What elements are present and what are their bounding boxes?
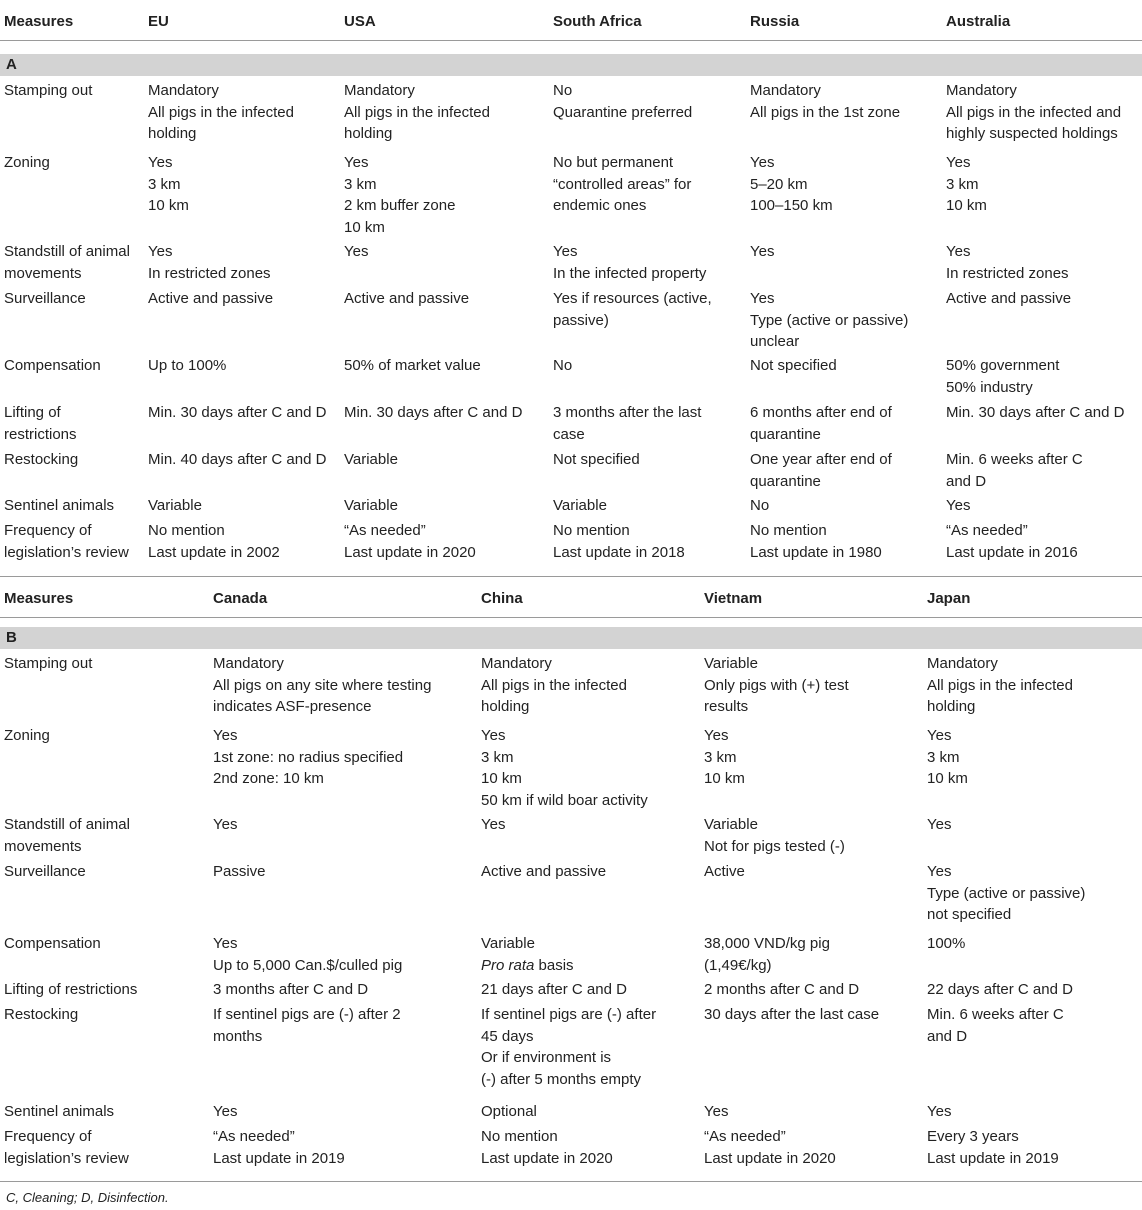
table-cell bbox=[481, 814, 505, 836]
measure-label-line: Sentinel animals bbox=[4, 497, 115, 514]
table-cell bbox=[704, 725, 745, 790]
table-cell bbox=[704, 933, 830, 976]
cell-text-line: Active and passive bbox=[148, 290, 274, 307]
table-cell bbox=[553, 355, 572, 377]
cell-text-line: holding bbox=[481, 698, 530, 715]
cell-text-line: Yes bbox=[148, 154, 173, 171]
cell-text-line: Yes bbox=[704, 1103, 729, 1120]
cell-text-line: Min. 6 weeks after C bbox=[927, 1006, 1064, 1023]
measure-cell bbox=[4, 402, 77, 445]
table-cell bbox=[927, 933, 965, 955]
cell-text-line: Only pigs with (+) test bbox=[704, 676, 849, 694]
table-cell bbox=[553, 152, 691, 217]
cell-text-line: Quarantine preferred bbox=[553, 103, 693, 121]
table-b-section-label: B bbox=[6, 629, 17, 646]
cell-text-line: 6 months after end of bbox=[750, 404, 892, 421]
measure-label-line: legislation’s review bbox=[4, 1149, 129, 1167]
table-cell bbox=[946, 520, 1078, 563]
table-cell bbox=[553, 80, 692, 123]
table-cell bbox=[553, 449, 640, 471]
table-cell bbox=[148, 402, 326, 424]
measure-label-line: legislation’s review bbox=[4, 543, 129, 561]
cell-text-line: holding bbox=[344, 125, 393, 142]
cell-text-line: Yes bbox=[213, 727, 238, 744]
cell-text-line: No bbox=[553, 357, 573, 374]
cell-text-line: 2 months after C and D bbox=[704, 981, 860, 998]
cell-text-line: Variable bbox=[148, 497, 202, 514]
cell-text-line: 30 days after the last case bbox=[704, 1006, 880, 1023]
cell-text-line: Last update in 2020 bbox=[704, 1149, 836, 1167]
measure-label-line: Restocking bbox=[4, 1006, 79, 1023]
table-cell bbox=[704, 653, 849, 718]
cell-text-line: Type (active or passive) bbox=[750, 311, 909, 329]
cell-text-line: 45 days bbox=[481, 1027, 534, 1045]
measure-cell bbox=[4, 80, 92, 102]
table-cell bbox=[344, 355, 481, 377]
cell-text-line: All pigs in the infected bbox=[927, 676, 1073, 694]
measure-label-line: Lifting of bbox=[4, 404, 61, 421]
table-cell bbox=[927, 653, 1073, 718]
cell-text-line: Or if environment is bbox=[481, 1049, 612, 1066]
cell-text-line: One year after end of bbox=[750, 451, 892, 468]
table-cell bbox=[213, 653, 431, 718]
table-cell bbox=[481, 653, 627, 718]
table-cell bbox=[213, 1126, 345, 1169]
cell-text-line: All pigs in the infected bbox=[148, 103, 294, 121]
cell-text-line: 10 km bbox=[927, 770, 968, 787]
cell-text-line: 50 km if wild boar activity bbox=[481, 791, 648, 809]
cell-text-line: No bbox=[553, 82, 573, 99]
measure-label-line: Zoning bbox=[4, 727, 50, 744]
cell-text-line: Last update in 2020 bbox=[344, 543, 476, 561]
cell-text-line: 1st zone: no radius specified bbox=[213, 748, 404, 766]
measure-label-line: Stamping out bbox=[4, 82, 93, 99]
cell-text-line: All pigs in the infected bbox=[481, 676, 627, 694]
cell-text-line: Variable bbox=[704, 816, 758, 833]
cell-text-line: 3 km bbox=[481, 748, 514, 766]
table-cell bbox=[704, 1126, 836, 1169]
cell-text-line: All pigs in the infected and bbox=[946, 103, 1122, 121]
cell-text-line: Active and passive bbox=[946, 290, 1072, 307]
table-cell bbox=[148, 152, 189, 217]
measure-cell bbox=[4, 495, 114, 517]
cell-text-line: quarantine bbox=[750, 425, 821, 443]
cell-text-line: Up to 100% bbox=[148, 357, 227, 374]
measure-cell bbox=[4, 152, 50, 174]
cell-text-line: 10 km bbox=[148, 197, 189, 214]
table-cell bbox=[213, 814, 237, 836]
table-cell bbox=[481, 861, 606, 883]
cell-text-line: Yes bbox=[946, 243, 971, 260]
cell-text-line: (-) after 5 months empty bbox=[481, 1070, 642, 1088]
cell-text-line: Min. 30 days after C and D bbox=[946, 404, 1125, 421]
table-cell bbox=[553, 241, 706, 284]
cell-text-line: Up to 5,000 Can.$/culled pig bbox=[213, 956, 403, 974]
table-cell bbox=[704, 979, 859, 1001]
table-cell bbox=[481, 979, 627, 1001]
table-cell bbox=[213, 1101, 237, 1123]
table-cell bbox=[750, 355, 837, 377]
table-cell bbox=[750, 152, 833, 217]
cell-text-line: unclear bbox=[750, 333, 800, 350]
cell-text-line: Not specified bbox=[750, 357, 837, 374]
table-cell bbox=[946, 80, 1121, 145]
table-a-header-russia: Russia bbox=[750, 13, 800, 30]
table-cell bbox=[946, 495, 970, 517]
table-a-header-row bbox=[0, 0, 1142, 41]
table-cell bbox=[704, 861, 745, 883]
measure-cell bbox=[4, 814, 130, 857]
measure-cell bbox=[4, 1004, 78, 1026]
table-cell bbox=[148, 449, 326, 471]
cell-text-line: 3 months after the last bbox=[553, 404, 702, 421]
cell-text-line: Mandatory bbox=[344, 82, 415, 99]
table-cell bbox=[344, 288, 469, 310]
cell-text-line: Variable bbox=[344, 451, 398, 468]
cell-text-line: Variable bbox=[344, 497, 398, 514]
cell-text-line: “As needed” bbox=[946, 522, 1028, 539]
cell-text-line: If sentinel pigs are (-) after bbox=[481, 1006, 657, 1023]
cell-text-line: quarantine bbox=[750, 472, 821, 490]
cell-text-line: Yes bbox=[344, 154, 369, 171]
cell-text-line: and D bbox=[927, 1027, 968, 1045]
cell-text-line: Variable bbox=[481, 935, 535, 952]
table-cell bbox=[213, 861, 266, 883]
measure-cell bbox=[4, 288, 86, 310]
cell-text-line: and D bbox=[946, 472, 987, 490]
measure-label-line: Sentinel animals bbox=[4, 1103, 115, 1120]
cell-text-line: Not specified bbox=[553, 451, 640, 468]
table-cell bbox=[946, 152, 987, 217]
cell-text-line: Pro rata basis bbox=[481, 956, 574, 974]
cell-text-line: Yes bbox=[213, 816, 238, 833]
cell-text-line: 21 days after C and D bbox=[481, 981, 627, 998]
cell-text-line: Last update in 1980 bbox=[750, 543, 882, 561]
table-cell bbox=[927, 1126, 1059, 1169]
pro-rata-emphasis: Pro rata bbox=[481, 956, 535, 974]
cell-text-line: In restricted zones bbox=[148, 264, 271, 282]
cell-text-line: Mandatory bbox=[946, 82, 1017, 99]
cell-text-line: Not for pigs tested (-) bbox=[704, 837, 845, 855]
cell-text-line: 10 km bbox=[946, 197, 987, 214]
cell-text-line: highly suspected holdings bbox=[946, 125, 1118, 142]
cell-text-line: “As needed” bbox=[704, 1128, 786, 1145]
cell-text-line: No mention bbox=[148, 522, 225, 539]
cell-text-line: 10 km bbox=[704, 770, 745, 787]
table-cell bbox=[148, 355, 226, 377]
cell-text-line: In the infected property bbox=[553, 264, 707, 282]
measure-label-line: Standstill of animal bbox=[4, 816, 130, 833]
table-cell bbox=[481, 933, 574, 976]
cell-text-line: Yes bbox=[946, 154, 971, 171]
cell-text-line: In restricted zones bbox=[946, 264, 1069, 282]
cell-text-line: No mention bbox=[553, 522, 630, 539]
table-cell bbox=[946, 241, 1069, 284]
table-b-header-japan: Japan bbox=[927, 590, 971, 607]
table-b-header-measures: Measures bbox=[4, 590, 74, 607]
cell-text-line: Mandatory bbox=[927, 655, 998, 672]
table-cell bbox=[750, 241, 774, 263]
cell-text-line: Yes bbox=[148, 243, 173, 260]
measure-label-line: Compensation bbox=[4, 357, 101, 374]
measure-cell bbox=[4, 979, 137, 1001]
cell-text-line: Last update in 2002 bbox=[148, 543, 280, 561]
cell-text-line: Passive bbox=[213, 863, 266, 880]
cell-text-line: Active bbox=[704, 863, 745, 880]
table-cell bbox=[148, 495, 202, 517]
cell-text-line: holding bbox=[927, 698, 976, 715]
table-cell bbox=[481, 725, 648, 811]
measure-cell bbox=[4, 520, 129, 563]
cell-text-line: 50% industry bbox=[946, 378, 1033, 396]
cell-text-line: holding bbox=[148, 125, 197, 142]
cell-text-line: Yes if resources (active, bbox=[553, 290, 712, 307]
cell-text-line: Yes bbox=[481, 816, 506, 833]
table-cell bbox=[946, 355, 1059, 398]
cell-text-line: All pigs in the infected bbox=[344, 103, 490, 121]
table-b-header-china: China bbox=[481, 590, 523, 607]
cell-text-line: No bbox=[750, 497, 770, 514]
cell-text-line: 3 km bbox=[704, 748, 737, 766]
table-a-header-south-africa: South Africa bbox=[553, 13, 642, 30]
table-cell bbox=[704, 814, 845, 857]
table-cell bbox=[927, 814, 951, 836]
cell-text-line: 100% bbox=[927, 935, 966, 952]
cell-text-line: Yes bbox=[927, 727, 952, 744]
table-cell bbox=[946, 288, 1071, 310]
cell-text-line: Last update in 2018 bbox=[553, 543, 685, 561]
cell-text-line: Last update in 2019 bbox=[213, 1149, 345, 1167]
table-b-header-vietnam: Vietnam bbox=[704, 590, 763, 607]
measure-label-line: Surveillance bbox=[4, 290, 86, 307]
cell-text-line: 22 days after C and D bbox=[927, 981, 1073, 998]
measure-cell bbox=[4, 449, 78, 471]
table-bottom-rule bbox=[0, 1181, 1142, 1182]
cell-text-line: indicates ASF-presence bbox=[213, 698, 372, 715]
cell-text-line: “As needed” bbox=[344, 522, 426, 539]
cell-text-line: 10 km bbox=[344, 218, 385, 236]
cell-text-line: Yes bbox=[927, 863, 952, 880]
table-cell bbox=[481, 1101, 537, 1123]
table-cell bbox=[750, 495, 769, 517]
cell-text-line: Yes bbox=[344, 243, 369, 260]
cell-text-line: Last update in 2019 bbox=[927, 1149, 1059, 1167]
cell-text-line: Yes bbox=[927, 816, 952, 833]
cell-text-line: 38,000 VND/kg pig bbox=[704, 935, 830, 952]
table-cell bbox=[927, 1101, 951, 1123]
table-cell bbox=[344, 402, 522, 424]
cell-text-line: Min. 6 weeks after C bbox=[946, 451, 1083, 468]
table-cell bbox=[213, 725, 403, 790]
table-cell bbox=[481, 1004, 656, 1090]
measure-cell bbox=[4, 241, 130, 284]
footnote: C, Cleaning; D, Disinfection. bbox=[6, 1190, 169, 1205]
cell-text-line: not specified bbox=[927, 906, 1012, 923]
cell-text-line: “controlled areas” for bbox=[553, 175, 692, 193]
table-a-header-measures: Measures bbox=[4, 13, 74, 30]
table-cell bbox=[946, 449, 1083, 492]
measure-label-line: Zoning bbox=[4, 154, 50, 171]
table-cell bbox=[750, 520, 882, 563]
table-cell bbox=[553, 402, 701, 445]
measure-label-line: Frequency of bbox=[4, 522, 92, 539]
table-cell bbox=[927, 861, 1085, 926]
table-a-section-label: A bbox=[6, 56, 17, 73]
cell-text-line: Yes bbox=[213, 935, 238, 952]
table-cell bbox=[213, 979, 368, 1001]
table-cell bbox=[213, 933, 402, 976]
cell-text-line: If sentinel pigs are (-) after 2 bbox=[213, 1006, 401, 1023]
measure-label-line: movements bbox=[4, 264, 82, 282]
cell-text-line: (1,49€/kg) bbox=[704, 956, 772, 974]
measure-label-line: Surveillance bbox=[4, 863, 86, 880]
cell-text-line: results bbox=[704, 698, 749, 715]
table-cell bbox=[148, 288, 273, 310]
table-b-section-band bbox=[0, 627, 1142, 649]
cell-text-line: 2 km buffer zone bbox=[344, 197, 456, 214]
measure-cell bbox=[4, 1101, 114, 1123]
table-cell bbox=[213, 1004, 401, 1047]
cell-text-line: Yes bbox=[750, 154, 775, 171]
measure-label-line: Standstill of animal bbox=[4, 243, 130, 260]
table-a-header-usa: USA bbox=[344, 13, 376, 30]
cell-text-line: No mention bbox=[750, 522, 827, 539]
table-cell bbox=[750, 80, 900, 123]
cell-text-line: Optional bbox=[481, 1103, 537, 1120]
cell-text-line: 3 months after C and D bbox=[213, 981, 369, 998]
cell-text-line: Yes bbox=[481, 727, 506, 744]
table-cell bbox=[704, 1101, 728, 1123]
cell-text-line: months bbox=[213, 1027, 263, 1045]
table-cell bbox=[344, 152, 455, 238]
measure-label-line: Stamping out bbox=[4, 655, 93, 672]
table-cell bbox=[344, 520, 476, 563]
cell-text-line: 2nd zone: 10 km bbox=[213, 770, 324, 787]
cell-text-line: endemic ones bbox=[553, 197, 647, 214]
table-cell bbox=[750, 449, 892, 492]
cell-text-line: “As needed” bbox=[213, 1128, 295, 1145]
table-a-header-eu: EU bbox=[148, 13, 169, 30]
table-cell bbox=[344, 80, 490, 145]
cell-text-line: Yes bbox=[553, 243, 578, 260]
cell-text-line: 3 km bbox=[344, 175, 377, 193]
cell-text-line: 3 km bbox=[946, 175, 979, 193]
table-cell bbox=[553, 520, 685, 563]
cell-text-line: Every 3 years bbox=[927, 1128, 1019, 1145]
cell-text-line: No but permanent bbox=[553, 154, 674, 171]
cell-text-line: Last update in 2016 bbox=[946, 543, 1078, 561]
cell-text-line: Yes bbox=[750, 243, 775, 260]
cell-text-line: Yes bbox=[927, 1103, 952, 1120]
table-cell bbox=[704, 1004, 879, 1026]
table-cell bbox=[344, 241, 368, 263]
cell-text-line: Yes bbox=[213, 1103, 238, 1120]
cell-text-line: 3 km bbox=[927, 748, 960, 766]
cell-text-line: 50% of market value bbox=[344, 357, 481, 374]
measure-cell bbox=[4, 1126, 129, 1169]
measure-label-line: Lifting of restrictions bbox=[4, 981, 138, 998]
table-cell bbox=[927, 1004, 1064, 1047]
cell-text-line: Mandatory bbox=[213, 655, 284, 672]
cell-text-line: Active and passive bbox=[344, 290, 470, 307]
cell-text-line: Mandatory bbox=[148, 82, 219, 99]
cell-text-line: passive) bbox=[553, 311, 609, 329]
cell-text-line: Min. 30 days after C and D bbox=[148, 404, 327, 421]
measure-label-line: Compensation bbox=[4, 935, 101, 952]
measure-cell bbox=[4, 725, 50, 747]
cell-text-line: Yes bbox=[946, 497, 971, 514]
cell-text-line: 3 km bbox=[148, 175, 181, 193]
table-b-header-row bbox=[0, 576, 1142, 618]
table-b-header-canada: Canada bbox=[213, 590, 268, 607]
cell-text-line: 5–20 km bbox=[750, 175, 808, 193]
measure-cell bbox=[4, 355, 101, 377]
cell-text-line: All pigs on any site where testing bbox=[213, 676, 432, 694]
cell-text-line: No mention bbox=[481, 1128, 558, 1145]
cell-text-line: Min. 30 days after C and D bbox=[344, 404, 523, 421]
measure-label-line: Frequency of bbox=[4, 1128, 92, 1145]
cell-text-line: case bbox=[553, 425, 585, 443]
measure-label-line: restrictions bbox=[4, 425, 77, 443]
table-cell bbox=[927, 725, 968, 790]
measure-cell bbox=[4, 861, 86, 883]
cell-text-line: Last update in 2020 bbox=[481, 1149, 613, 1167]
cell-text-line: 10 km bbox=[481, 770, 522, 787]
cell-text-line: 50% government bbox=[946, 357, 1060, 374]
table-a-section-band bbox=[0, 54, 1142, 76]
table-cell bbox=[148, 520, 280, 563]
measure-label-line: Restocking bbox=[4, 451, 79, 468]
table-cell bbox=[344, 449, 398, 471]
table-a-header-australia: Australia bbox=[946, 13, 1011, 30]
cell-text-line: Type (active or passive) bbox=[927, 884, 1086, 902]
table-cell bbox=[927, 979, 1073, 1001]
cell-text-line: Min. 40 days after C and D bbox=[148, 451, 327, 468]
cell-text-line: 100–150 km bbox=[750, 197, 833, 214]
cell-text-line: Mandatory bbox=[750, 82, 821, 99]
cell-text-line: All pigs in the 1st zone bbox=[750, 103, 901, 121]
cell-text-line: Active and passive bbox=[481, 863, 607, 880]
cell-text-line: Yes bbox=[750, 290, 775, 307]
cell-text-line: Variable bbox=[553, 497, 607, 514]
table-cell bbox=[750, 288, 908, 353]
table-cell bbox=[148, 241, 271, 284]
measure-label-line: movements bbox=[4, 837, 82, 855]
table-cell bbox=[553, 288, 712, 331]
measure-cell bbox=[4, 653, 92, 675]
table-cell bbox=[481, 1126, 613, 1169]
table-cell bbox=[148, 80, 294, 145]
table-cell bbox=[553, 495, 607, 517]
table-cell bbox=[750, 402, 892, 445]
cell-text-line: Variable bbox=[704, 655, 758, 672]
table-cell bbox=[946, 402, 1124, 424]
cell-text-line: Yes bbox=[704, 727, 729, 744]
cell-text-line: Mandatory bbox=[481, 655, 552, 672]
table-cell bbox=[344, 495, 398, 517]
measure-cell bbox=[4, 933, 101, 955]
